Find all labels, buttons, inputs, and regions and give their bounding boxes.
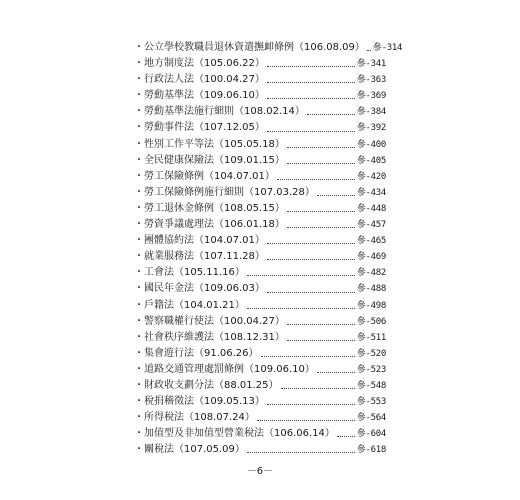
toc-entry-page: 參-457 [356, 220, 386, 231]
bullet: ・ [134, 58, 144, 70]
toc-entry[interactable] [134, 410, 386, 426]
toc-entry-page: 參-363 [356, 75, 386, 86]
bullet: ・ [134, 106, 144, 118]
dot-leader [267, 98, 355, 99]
toc-entry-page: 參-506 [356, 316, 386, 327]
toc-entry-title: 戶籍法（104.01.21） [144, 299, 245, 311]
toc-entry[interactable] [134, 56, 386, 72]
toc-entry-title: 勞工保險條例（104.07.01） [144, 170, 275, 182]
toc-entry-page: 參-553 [356, 397, 386, 408]
dot-leader [287, 211, 355, 212]
toc-entry[interactable] [134, 378, 386, 394]
toc-entry[interactable] [134, 265, 386, 281]
toc-entry-title: 所得稅法（108.07.24） [144, 412, 255, 424]
toc-entry-title: 行政法人法（100.04.27） [144, 74, 265, 86]
bullet: ・ [134, 315, 144, 327]
toc-entry[interactable] [134, 442, 386, 458]
toc-entry[interactable] [134, 249, 386, 265]
bullet: ・ [134, 202, 144, 214]
toc-entry-page: 參-341 [356, 59, 386, 70]
toc-entry-page: 參-405 [356, 155, 386, 166]
toc-entry[interactable] [134, 120, 386, 136]
toc-entry-page: 參-392 [356, 123, 386, 134]
page-number: －6－ [246, 466, 274, 477]
bullet: ・ [134, 396, 144, 408]
toc-entry-title: 關稅法（107.05.09） [144, 444, 245, 456]
bullet: ・ [134, 428, 144, 440]
toc-entry[interactable] [134, 314, 386, 330]
toc-entry[interactable] [134, 298, 386, 314]
toc-entry-page: 參-469 [356, 252, 386, 263]
bullet: ・ [134, 363, 144, 375]
dot-leader [287, 324, 355, 325]
dot-leader [267, 292, 355, 293]
bullet: ・ [134, 170, 144, 182]
toc-entry-page: 參-488 [356, 284, 386, 295]
toc-entry[interactable] [134, 185, 386, 201]
bullet: ・ [134, 444, 144, 456]
dot-leader [267, 131, 355, 132]
dot-leader [281, 388, 355, 389]
dot-leader [287, 340, 355, 341]
toc-entry-title: 公立學校教職員退休資遣撫卹條例（106.08.09） [144, 42, 365, 53]
toc-entry-title: 加值型及非加值型營業稅法（106.06.14） [144, 428, 335, 440]
toc-entry-title: 財政收支劃分法（88.01.25） [144, 379, 279, 391]
toc-entry[interactable] [134, 217, 386, 233]
toc-entry-page: 參-465 [356, 236, 386, 247]
toc-entry-title: 勞資爭議處理法（106.01.18） [144, 219, 285, 231]
bullet: ・ [134, 379, 144, 391]
toc-entry-title: 社會秩序維護法（108.12.31） [144, 331, 285, 343]
toc-entry-title: 國民年金法（109.06.03） [144, 283, 265, 295]
toc-entry-title: 勞動事件法（107.12.05） [144, 122, 265, 134]
toc-entry-title: 道路交通管理處罰條例（109.06.10） [144, 363, 315, 375]
toc-entry-page: 參-434 [356, 187, 386, 198]
toc-entry-title: 勞工保險條例施行細則（107.03.28） [144, 186, 315, 198]
bullet: ・ [134, 412, 144, 424]
toc-entry-page: 參-564 [356, 413, 386, 424]
dot-leader [287, 163, 355, 164]
toc-entry-title: 警察職權行使法（100.04.27） [144, 315, 285, 327]
toc-entry-page: 參-314 [372, 43, 403, 53]
bullet: ・ [134, 251, 144, 263]
toc-entry-title: 集會遊行法（91.06.26） [144, 347, 259, 359]
bullet: ・ [134, 219, 144, 231]
toc-entry[interactable] [134, 362, 386, 378]
bullet: ・ [134, 74, 144, 86]
toc-entry-page: 參-400 [356, 139, 386, 150]
dot-leader [247, 452, 355, 453]
toc-entry-title: 勞動基準法（109.06.10） [144, 90, 265, 102]
toc-entry[interactable] [134, 394, 386, 410]
toc-entry-title: 工會法（105.11.16） [144, 267, 245, 279]
toc-entry-title: 就業服務法（107.11.28） [144, 251, 265, 263]
toc-entry[interactable] [134, 104, 386, 120]
dot-leader [287, 227, 355, 228]
bullet: ・ [134, 90, 144, 102]
toc-entry[interactable] [134, 281, 386, 297]
bullet: ・ [134, 267, 144, 279]
toc-entry-title: 全民健康保險法（109.01.15） [144, 154, 285, 166]
dot-leader [367, 50, 371, 51]
toc-entry-page: 參-511 [356, 332, 386, 343]
bullet: ・ [134, 347, 144, 359]
toc-entry-page: 參-482 [356, 268, 386, 279]
dot-leader [307, 114, 355, 115]
dot-leader [261, 356, 355, 357]
bullet: ・ [134, 299, 144, 311]
toc-entry-title: 稅捐稽徵法（109.05.13） [144, 396, 265, 408]
dot-leader [267, 259, 355, 260]
dot-leader [337, 436, 355, 437]
dot-leader [267, 404, 355, 405]
toc-entry[interactable] [134, 72, 386, 88]
bullet: ・ [134, 331, 144, 343]
bullet: ・ [134, 154, 144, 166]
dot-leader [317, 195, 355, 196]
bullet: ・ [134, 283, 144, 295]
toc-entry[interactable] [134, 40, 403, 56]
table-of-contents [134, 40, 403, 458]
toc-entry-page: 參-420 [356, 171, 386, 182]
toc-entry-page: 參-604 [356, 429, 386, 440]
toc-entry-page: 參-448 [356, 203, 386, 214]
toc-entry-page: 參-369 [356, 91, 386, 102]
toc-entry[interactable] [134, 153, 386, 169]
toc-entry-title: 勞動基準法施行細則（108.02.14） [144, 106, 305, 118]
dot-leader [257, 420, 355, 421]
dot-leader [267, 243, 355, 244]
toc-entry-page: 參-520 [356, 348, 386, 359]
toc-entry-title: 性別工作平等法（105.05.18） [144, 138, 285, 150]
toc-entry-title: 勞工退休金條例（108.05.15） [144, 202, 285, 214]
toc-entry-title: 團體協約法（104.07.01） [144, 235, 265, 247]
dot-leader [247, 308, 355, 309]
bullet: ・ [134, 186, 144, 198]
dot-leader [317, 372, 355, 373]
toc-entry-title: 地方制度法（105.06.22） [144, 58, 265, 70]
toc-entry[interactable] [134, 346, 386, 362]
toc-entry[interactable] [134, 88, 386, 104]
toc-entry-page: 參-618 [356, 445, 386, 456]
bullet: ・ [134, 122, 144, 134]
toc-entry[interactable] [134, 137, 386, 153]
toc-entry[interactable] [134, 330, 386, 346]
toc-entry-page: 參-498 [356, 300, 386, 311]
dot-leader [247, 275, 355, 276]
toc-entry[interactable] [134, 169, 386, 185]
bullet: ・ [134, 138, 144, 150]
dot-leader [277, 179, 355, 180]
toc-entry-page: 參-384 [356, 107, 386, 118]
toc-entry[interactable] [134, 201, 386, 217]
dot-leader [287, 147, 355, 148]
bullet: ・ [134, 235, 144, 247]
toc-entry[interactable] [134, 233, 386, 249]
toc-entry-page: 參-523 [356, 364, 386, 375]
toc-entry-page: 參-548 [356, 380, 386, 391]
dot-leader [267, 66, 355, 67]
bullet: ・ [134, 42, 144, 53]
toc-entry[interactable] [134, 426, 386, 442]
dot-leader [267, 82, 355, 83]
